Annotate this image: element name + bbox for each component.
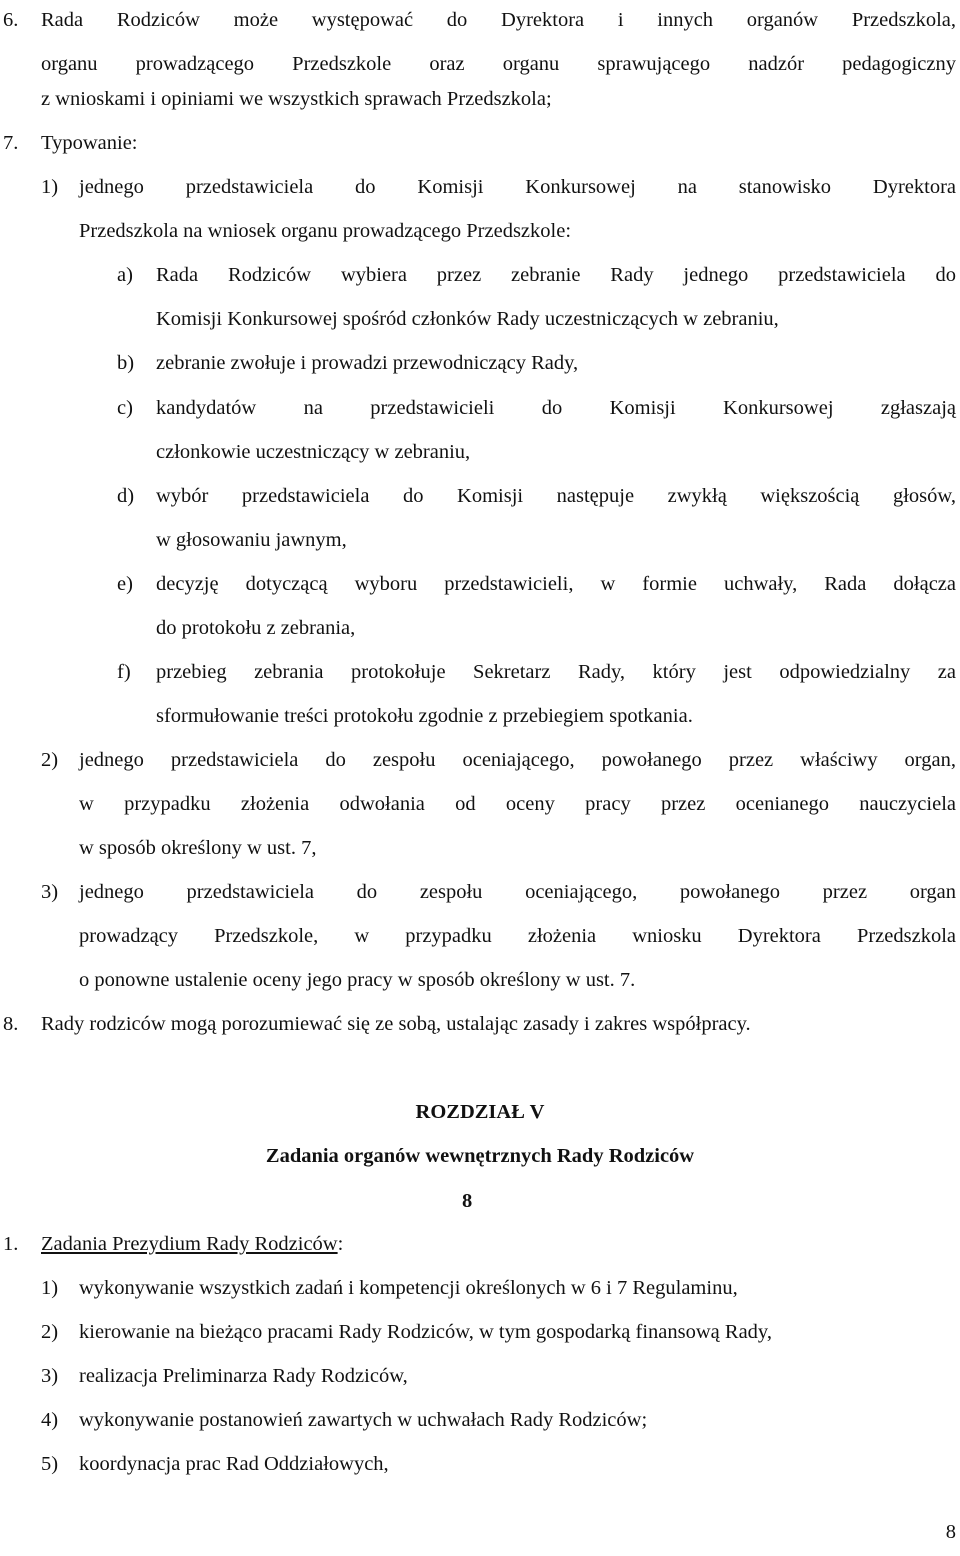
list-marker: 1) (41, 176, 59, 198)
item-7-3-line-3 (0, 965, 956, 995)
chapter-title: Zadania organów wewnętrznych Rady Rodziców (265, 1145, 695, 1167)
list-marker: 4) (41, 1409, 59, 1431)
line-text: decyzję dotyczącą wyboru przedstawicieli, w formie uchwały, Rada dołącza (156, 573, 956, 595)
item-e-line-2 (0, 613, 956, 643)
line-text: w sposób określony w ust. 7, (79, 837, 317, 859)
paragraph-7-heading (0, 128, 956, 158)
list-marker: f) (117, 661, 131, 683)
item-a-line-1 (0, 260, 956, 290)
list-marker: 3) (41, 1365, 59, 1387)
item-7-3-line-2 (0, 921, 956, 951)
list-marker: 2) (41, 749, 59, 771)
list-item (0, 1361, 956, 1391)
item-7-1-line-2 (0, 216, 956, 246)
list-marker: 3) (41, 881, 59, 903)
list-marker: 6. (3, 9, 19, 31)
line-text: koordynacja prac Rad Oddziałowych, (79, 1453, 389, 1475)
list-marker: c) (117, 397, 133, 419)
paragraph-6-line-2 (0, 49, 956, 79)
list-item (0, 1317, 956, 1347)
item-b (0, 348, 956, 378)
line-text: Rada Rodziców wybiera przez zebranie Rady jednego przedstawiciela do (156, 264, 956, 286)
list-marker: 5) (41, 1453, 59, 1475)
list-marker: 1. (3, 1233, 19, 1255)
item-a-line-2 (0, 304, 956, 334)
line-text: realizacja Preliminarza Rady Rodziców, (79, 1365, 408, 1387)
line-text: w głosowaniu jawnym, (156, 529, 347, 551)
list-marker: e) (117, 573, 133, 595)
section-heading-label: Zadania Prezydium Rady Rodziców (41, 1233, 338, 1255)
page-number: 8 (945, 1521, 956, 1543)
line-text: sformułowanie treści protokołu zgodnie z przebiegiem spotkania. (156, 705, 693, 727)
list-marker: b) (117, 352, 135, 374)
list-marker: 7. (3, 132, 19, 154)
line-text: jednego przedstawiciela do zespołu oceniającego, powołanego przez organ (79, 881, 956, 903)
line-text: organu prowadzącego Przedszkole oraz organu sprawującego nadzór pedagogiczny (41, 53, 956, 75)
line-text: jednego przedstawiciela do Komisji Konkursowej na stanowisko Dyrektora (79, 176, 956, 198)
item-c-line-2 (0, 437, 956, 467)
item-f-line-1 (0, 657, 956, 687)
line-text: wykonywanie wszystkich zadań i kompetencji określonych w 6 i 7 Regulaminu, (79, 1277, 738, 1299)
list-marker: 2) (41, 1321, 59, 1343)
chapter-number: ROZDZIAŁ V (415, 1101, 545, 1123)
line-text: Komisji Konkursowej spośród członków Rady uczestniczących w zebraniu, (156, 308, 779, 330)
line-text: Rady rodziców mogą porozumiewać się ze sobą, ustalając zasady i zakres współpracy. (41, 1013, 751, 1035)
line-text: prowadzący Przedszkole, w przypadku złożenia wniosku Dyrektora Przedszkola (79, 925, 956, 947)
item-7-3-line-1 (0, 877, 956, 907)
paragraph-6-line-3 (0, 84, 956, 114)
line-text: członkowie uczestniczący w zebraniu, (156, 441, 471, 463)
line-text: o ponowne ustalenie oceny jego pracy w sposób określony w ust. 7. (79, 969, 636, 991)
list-marker: a) (117, 264, 133, 286)
list-marker: 8. (3, 1013, 19, 1035)
item-c-line-1 (0, 393, 956, 423)
item-7-2-line-3 (0, 833, 956, 863)
section-1-heading-text (41, 1229, 343, 1259)
list-item (0, 1405, 956, 1435)
line-text: zebranie zwołuje i prowadzi przewodniczący Rady, (156, 352, 579, 374)
line-text: Rada Rodziców może występować do Dyrektora i innych organów Przedszkola, (41, 9, 956, 31)
item-7-2-line-2 (0, 789, 956, 819)
heading-colon: : (337, 1233, 344, 1255)
list-marker: 1) (41, 1277, 59, 1299)
item-f-line-2 (0, 701, 956, 731)
list-item (0, 1273, 956, 1303)
line-text: wybór przedstawiciela do Komisji następuje zwykłą większością głosów, (156, 485, 956, 507)
item-7-1-line-1 (0, 172, 956, 202)
line-text: do protokołu z zebrania, (156, 617, 356, 639)
item-d-line-2 (0, 525, 956, 555)
paragraph-6-line-1 (0, 5, 956, 35)
line-text: w przypadku złożenia odwołania od oceny pracy przez ocenianego nauczyciela (79, 793, 956, 815)
line-text: wykonywanie postanowień zawartych w uchwałach Rady Rodziców; (79, 1409, 648, 1431)
item-e-line-1 (0, 569, 956, 599)
item-7-2-line-1 (0, 745, 956, 775)
section-1-heading (0, 1229, 956, 1259)
line-text: kandydatów na przedstawicieli do Komisji Konkursowej zgłaszają (156, 397, 956, 419)
line-text: Przedszkola na wniosek organu prowadzącego Przedszkole: (79, 220, 572, 242)
item-d-line-1 (0, 481, 956, 511)
list-marker: d) (117, 485, 135, 507)
line-text: kierowanie na bieżąco pracami Rady Rodziców, w tym gospodarką finansową Rady, (79, 1321, 772, 1343)
line-text: z wnioskami i opiniami we wszystkich sprawach Przedszkola; (41, 88, 552, 110)
list-item (0, 1449, 956, 1479)
paragraph-8 (0, 1009, 956, 1039)
line-text: przebieg zebrania protokołuje Sekretarz Rady, który jest odpowiedzialny za (156, 661, 956, 683)
line-text: jednego przedstawiciela do zespołu oceniającego, powołanego przez właściwy organ, (79, 749, 956, 771)
line-text: Typowanie: (41, 132, 138, 154)
section-number: 8 (462, 1190, 473, 1212)
